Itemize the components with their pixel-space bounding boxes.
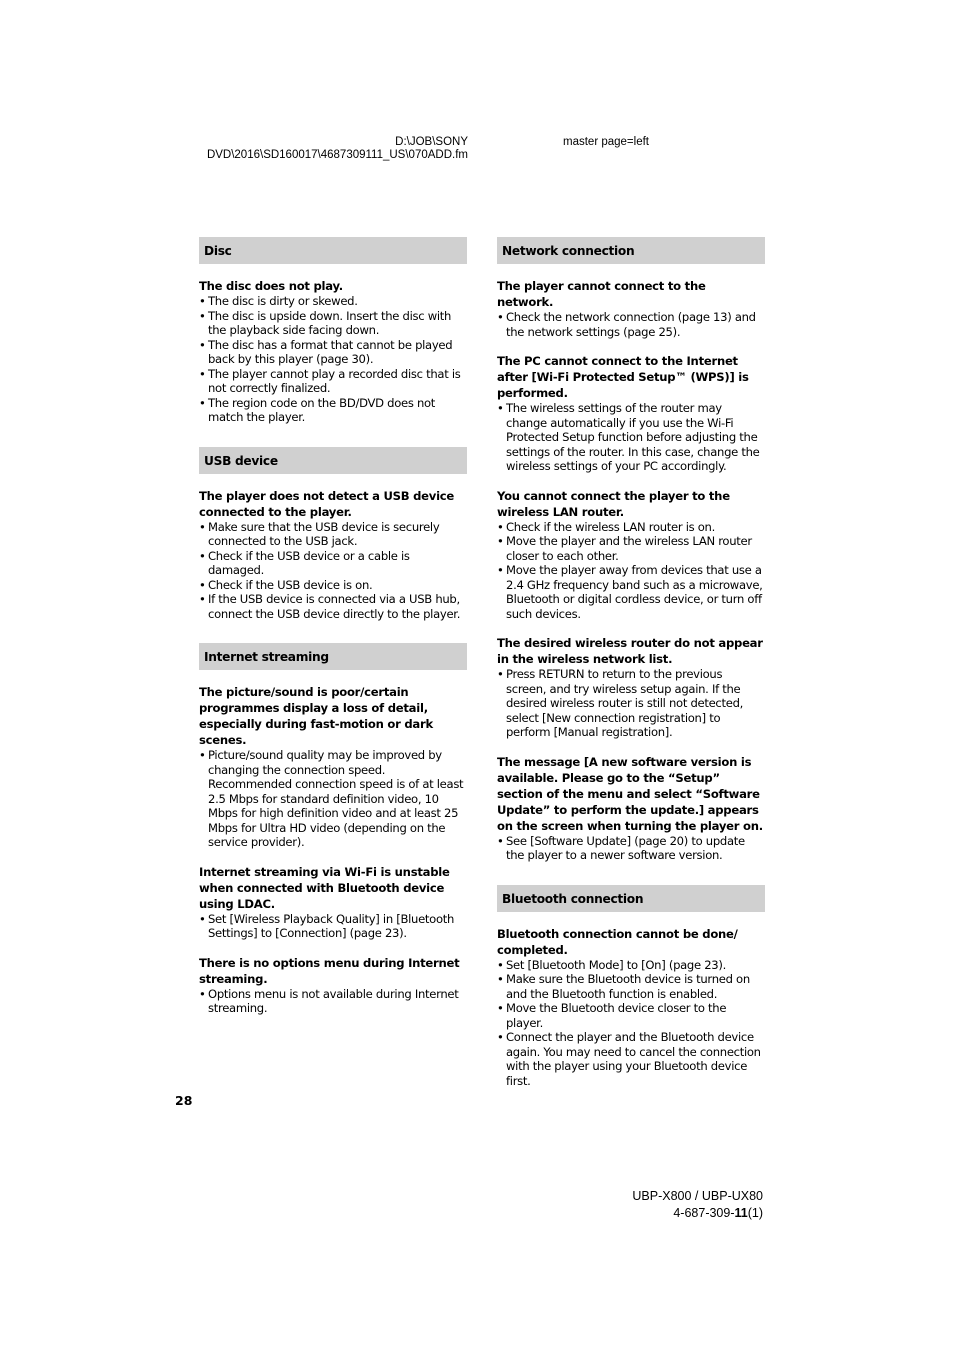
bullet-list	[497, 667, 765, 740]
section-heading: Network connection	[497, 237, 765, 264]
issue-title: Bluetooth connection cannot be done/ completed.	[497, 926, 738, 957]
header-path-line-2: DVD\2016\SD160017\4687309111_US\070ADD.fm	[206, 149, 468, 161]
issue	[199, 955, 467, 1016]
bullet-list	[497, 401, 765, 474]
section-heading: Internet streaming	[199, 643, 467, 670]
header-path-line-1: D:\JOB\SONY	[395, 136, 468, 148]
bullet-list	[497, 834, 765, 863]
issue	[199, 684, 467, 850]
issue	[199, 278, 467, 425]
bullet-list	[199, 520, 467, 622]
bullet-list	[199, 294, 467, 425]
bullet-item: • Picture/sound quality may be improved by changing the connection speed. Recommended connection speed is of at least 2.5 Mbps for standard definition video, 10 Mbps for high definition video and at least 25 Mbps for Ultra HD video (depending on the service provider).	[199, 748, 467, 850]
issue-title: There is no options menu during Internet streaming.	[199, 955, 460, 986]
issue-title: The disc does not play.	[199, 279, 343, 293]
issue	[497, 488, 765, 622]
bullet-item: • Move the player away from devices that use a 2.4 GHz frequency band such as a microwave, Bluetooth or digital cordless device, or turn off such devices.	[497, 563, 765, 621]
bullet-list	[497, 520, 765, 622]
bullet-item: • The wireless settings of the router may change automatically if you use the Wi-Fi Protected Setup function before adjusting the settings of the router. In this case, change the wireless settings of your PC accordingly.	[497, 401, 765, 474]
bullet-item: • Move the Bluetooth device closer to the player.	[497, 1001, 765, 1030]
issue	[497, 353, 765, 474]
bullet-item: • See [Software Update] (page 20) to update the player to a newer software version.	[497, 834, 765, 863]
section-network-connection	[497, 237, 765, 863]
issue	[199, 864, 467, 941]
bullet-item: • If the USB device is connected via a USB hub, connect the USB device directly to the player.	[199, 592, 467, 621]
bullet-list	[199, 987, 467, 1016]
bullet-list	[199, 912, 467, 941]
bullet-item: • Options menu is not available during Internet streaming.	[199, 987, 467, 1016]
section-bluetooth-connection	[497, 885, 765, 1089]
bullet-item: • Check if the USB device is on.	[199, 578, 467, 593]
bullet-item: • Check if the USB device or a cable is damaged.	[199, 549, 467, 578]
bullet-item: • The region code on the BD/DVD does not match the player.	[199, 396, 467, 425]
section-heading: Disc	[199, 237, 467, 264]
bullet-item: • Set [Bluetooth Mode] to [On] (page 23).	[497, 958, 765, 973]
footer-code	[560, 1205, 763, 1222]
bullet-item: • Make sure the Bluetooth device is turned on and the Bluetooth function is enabled.	[497, 972, 765, 1001]
page-number: 28	[175, 1093, 193, 1108]
section-heading: Bluetooth connection	[497, 885, 765, 912]
bullet-item: • The disc has a format that cannot be played back by this player (page 30).	[199, 338, 467, 367]
bullet-item: • Set [Wireless Playback Quality] in [Bluetooth Settings] to [Connection] (page 23).	[199, 912, 467, 941]
issue-title: The player does not detect a USB device connected to the player.	[199, 488, 455, 519]
footer-code-prefix: 4-687-309-	[673, 1206, 735, 1220]
bullet-item: • Check if the wireless LAN router is on.	[497, 520, 765, 535]
bullet-list	[199, 748, 467, 850]
issue-title: Internet streaming via Wi-Fi is unstable when connected with Bluetooth device using LDAC.	[199, 864, 450, 911]
bullet-list	[497, 958, 765, 1089]
issue	[497, 754, 765, 863]
header-file-path	[150, 136, 468, 162]
issue	[497, 635, 765, 740]
bullet-item: • Connect the player and the Bluetooth device again. You may need to cancel the connection with the player using your Bluetooth device first.	[497, 1030, 765, 1088]
header-master-page: master page=left	[563, 136, 649, 148]
section-usb-device	[199, 447, 467, 622]
issue	[497, 278, 765, 339]
bullet-item: • The disc is dirty or skewed.	[199, 294, 467, 309]
issue-title: The message [A new software version is available. Please go to the “Setup” section of the menu and select “Software Update” to perform the update.] appears on the screen when turning the player on.	[497, 754, 763, 833]
issue-title: The desired wireless router do not appear in the wireless network list.	[497, 636, 763, 666]
section-disc	[199, 237, 467, 425]
issue	[199, 488, 467, 622]
section-spacer	[199, 621, 467, 643]
bullet-item: • Press RETURN to return to the previous screen, and try wireless setup again. If the desired wireless router is still not detected, select [New connection registration] to perform [Manual registration].	[497, 667, 765, 740]
section-spacer	[497, 863, 765, 885]
issue-title: The PC cannot connect to the Internet after [Wi-Fi Protected Setup™ (WPS)] is performed.	[497, 354, 749, 400]
bullet-list	[497, 310, 765, 339]
section-internet-streaming	[199, 643, 467, 1016]
footer-code-suffix: (1)	[747, 1206, 763, 1220]
right-column	[497, 237, 765, 1088]
issue-title: The player cannot connect to the network.	[497, 279, 706, 309]
section-heading: USB device	[199, 447, 467, 474]
issue	[497, 926, 765, 1089]
footer-code-bold: 11	[734, 1206, 748, 1220]
issue-title: The picture/sound is poor/certain programmes display a loss of detail, especially during fast-motion or dark scenes.	[199, 685, 433, 747]
bullet-item: • Check the network connection (page 13) and the network settings (page 25).	[497, 310, 765, 339]
bullet-item: • The disc is upside down. Insert the disc with the playback side facing down.	[199, 309, 467, 338]
left-column	[199, 237, 467, 1016]
bullet-item: • Move the player and the wireless LAN router closer to each other.	[497, 534, 765, 563]
issue-title: You cannot connect the player to the wireless LAN router.	[497, 488, 730, 519]
bullet-item: • The player cannot play a recorded disc that is not correctly finalized.	[199, 367, 467, 396]
footer-model: UBP-X800 / UBP-UX80	[632, 1189, 763, 1203]
bullet-item: • Make sure that the USB device is securely connected to the USB jack.	[199, 520, 467, 549]
section-spacer	[199, 425, 467, 447]
